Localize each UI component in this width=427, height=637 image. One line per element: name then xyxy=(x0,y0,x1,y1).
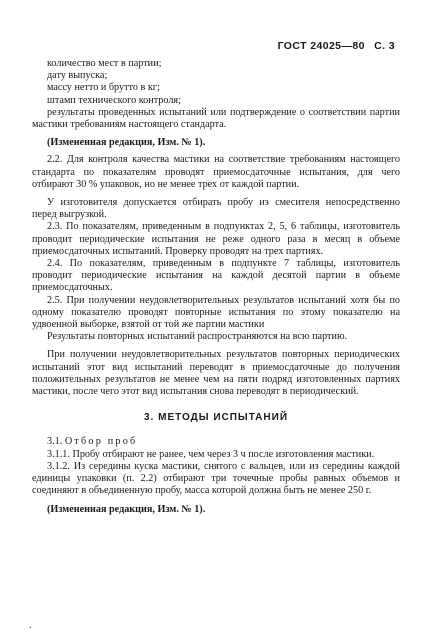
paragraph-2-5: 2.5. При получении неудовлетворительных результатов испытаний хотя бы по одному показателю проводят повторные испытания по этому показателю на удвоенной выборке, взятой от той же партии мастики xyxy=(32,294,400,331)
page-header xyxy=(272,40,395,52)
paragraph-mixer: У изготовителя допускается отбирать пробу из смесителя непосредственно перед выгрузкой. xyxy=(32,197,400,221)
subsection-heading xyxy=(32,436,400,448)
paragraph-2-3: 2.3. По показателям, приведенным в подпунктах 2, 5, 6 таблицы, изготовитель проводит периодические испытания не реже одного раза в месяц в объеме приемосдаточных испытаний. Проверку проводят на трех партиях. xyxy=(32,221,400,257)
subsection-title: Отбор проб xyxy=(64,436,138,448)
standard-number: ГОСТ 24025—80 xyxy=(277,40,365,52)
section-title: 3. МЕТОДЫ ИСПЫТАНИЙ xyxy=(144,412,288,424)
paragraph-periodic: При получении неудовлетворительных результатов повторных периодических испытаний этот вид испытаний переводят в приемосдаточные до получения положительных результатов не менее чем на пяти подряд изготовленных партиях мастики, после чего этот вид испытания снова переводят в периодический. xyxy=(32,349,400,398)
paragraph-3-1-2: 3.1.2. Из середины куска мастики, снятого с вальцев, или из середины каждой единицы упаковки (п. 2.2) отбирают три точечные пробы равных объемов и соединяют в объединенную пробу, масса которой должна быть не менее 250 г. xyxy=(32,460,400,497)
page-number: С. 3 xyxy=(374,40,395,52)
paragraph-3-1-1: 3.1.1. Пробу отбирают не ранее, чем через 3 ч после изготовления мастики. xyxy=(47,448,375,460)
list-item: дату выпуска; xyxy=(47,70,108,82)
subsection-number: 3.1. xyxy=(47,436,63,448)
list-item: количество мест в партии; xyxy=(47,58,162,69)
list-item: массу нетто и брутто в кг; xyxy=(47,82,160,94)
paragraph-results: результаты проведенных испытаний или подтверждение о соответствии партии мастики требованиям настоящего стандарта. xyxy=(32,106,400,131)
edit-note: (Измененная редакция, Изм. № 1). xyxy=(47,503,206,515)
footer-mark: . xyxy=(29,620,32,631)
paragraph-repeat: Результаты повторных испытаний распространяются на всю партию. xyxy=(47,331,348,343)
list-item: штамп технического контроля; xyxy=(47,94,181,106)
document-body xyxy=(32,58,400,521)
paragraph-2-4: 2.4. По показателям, приведенным в подпункте 7 таблицы, изготовитель проводит периодические испытания на каждой десятой партии в объеме приемосдаточных. xyxy=(32,258,400,294)
paragraph-2-2: 2.2. Для контроля качества мастики на соответствие требованиям настоящего стандарта по показателям проводят приемосдаточные испытания, для чего отбирают 30 % упаковок, но не менее трех от каждой партии. xyxy=(32,154,400,190)
edit-note: (Измененная редакция, Изм. № 1). xyxy=(47,137,206,149)
